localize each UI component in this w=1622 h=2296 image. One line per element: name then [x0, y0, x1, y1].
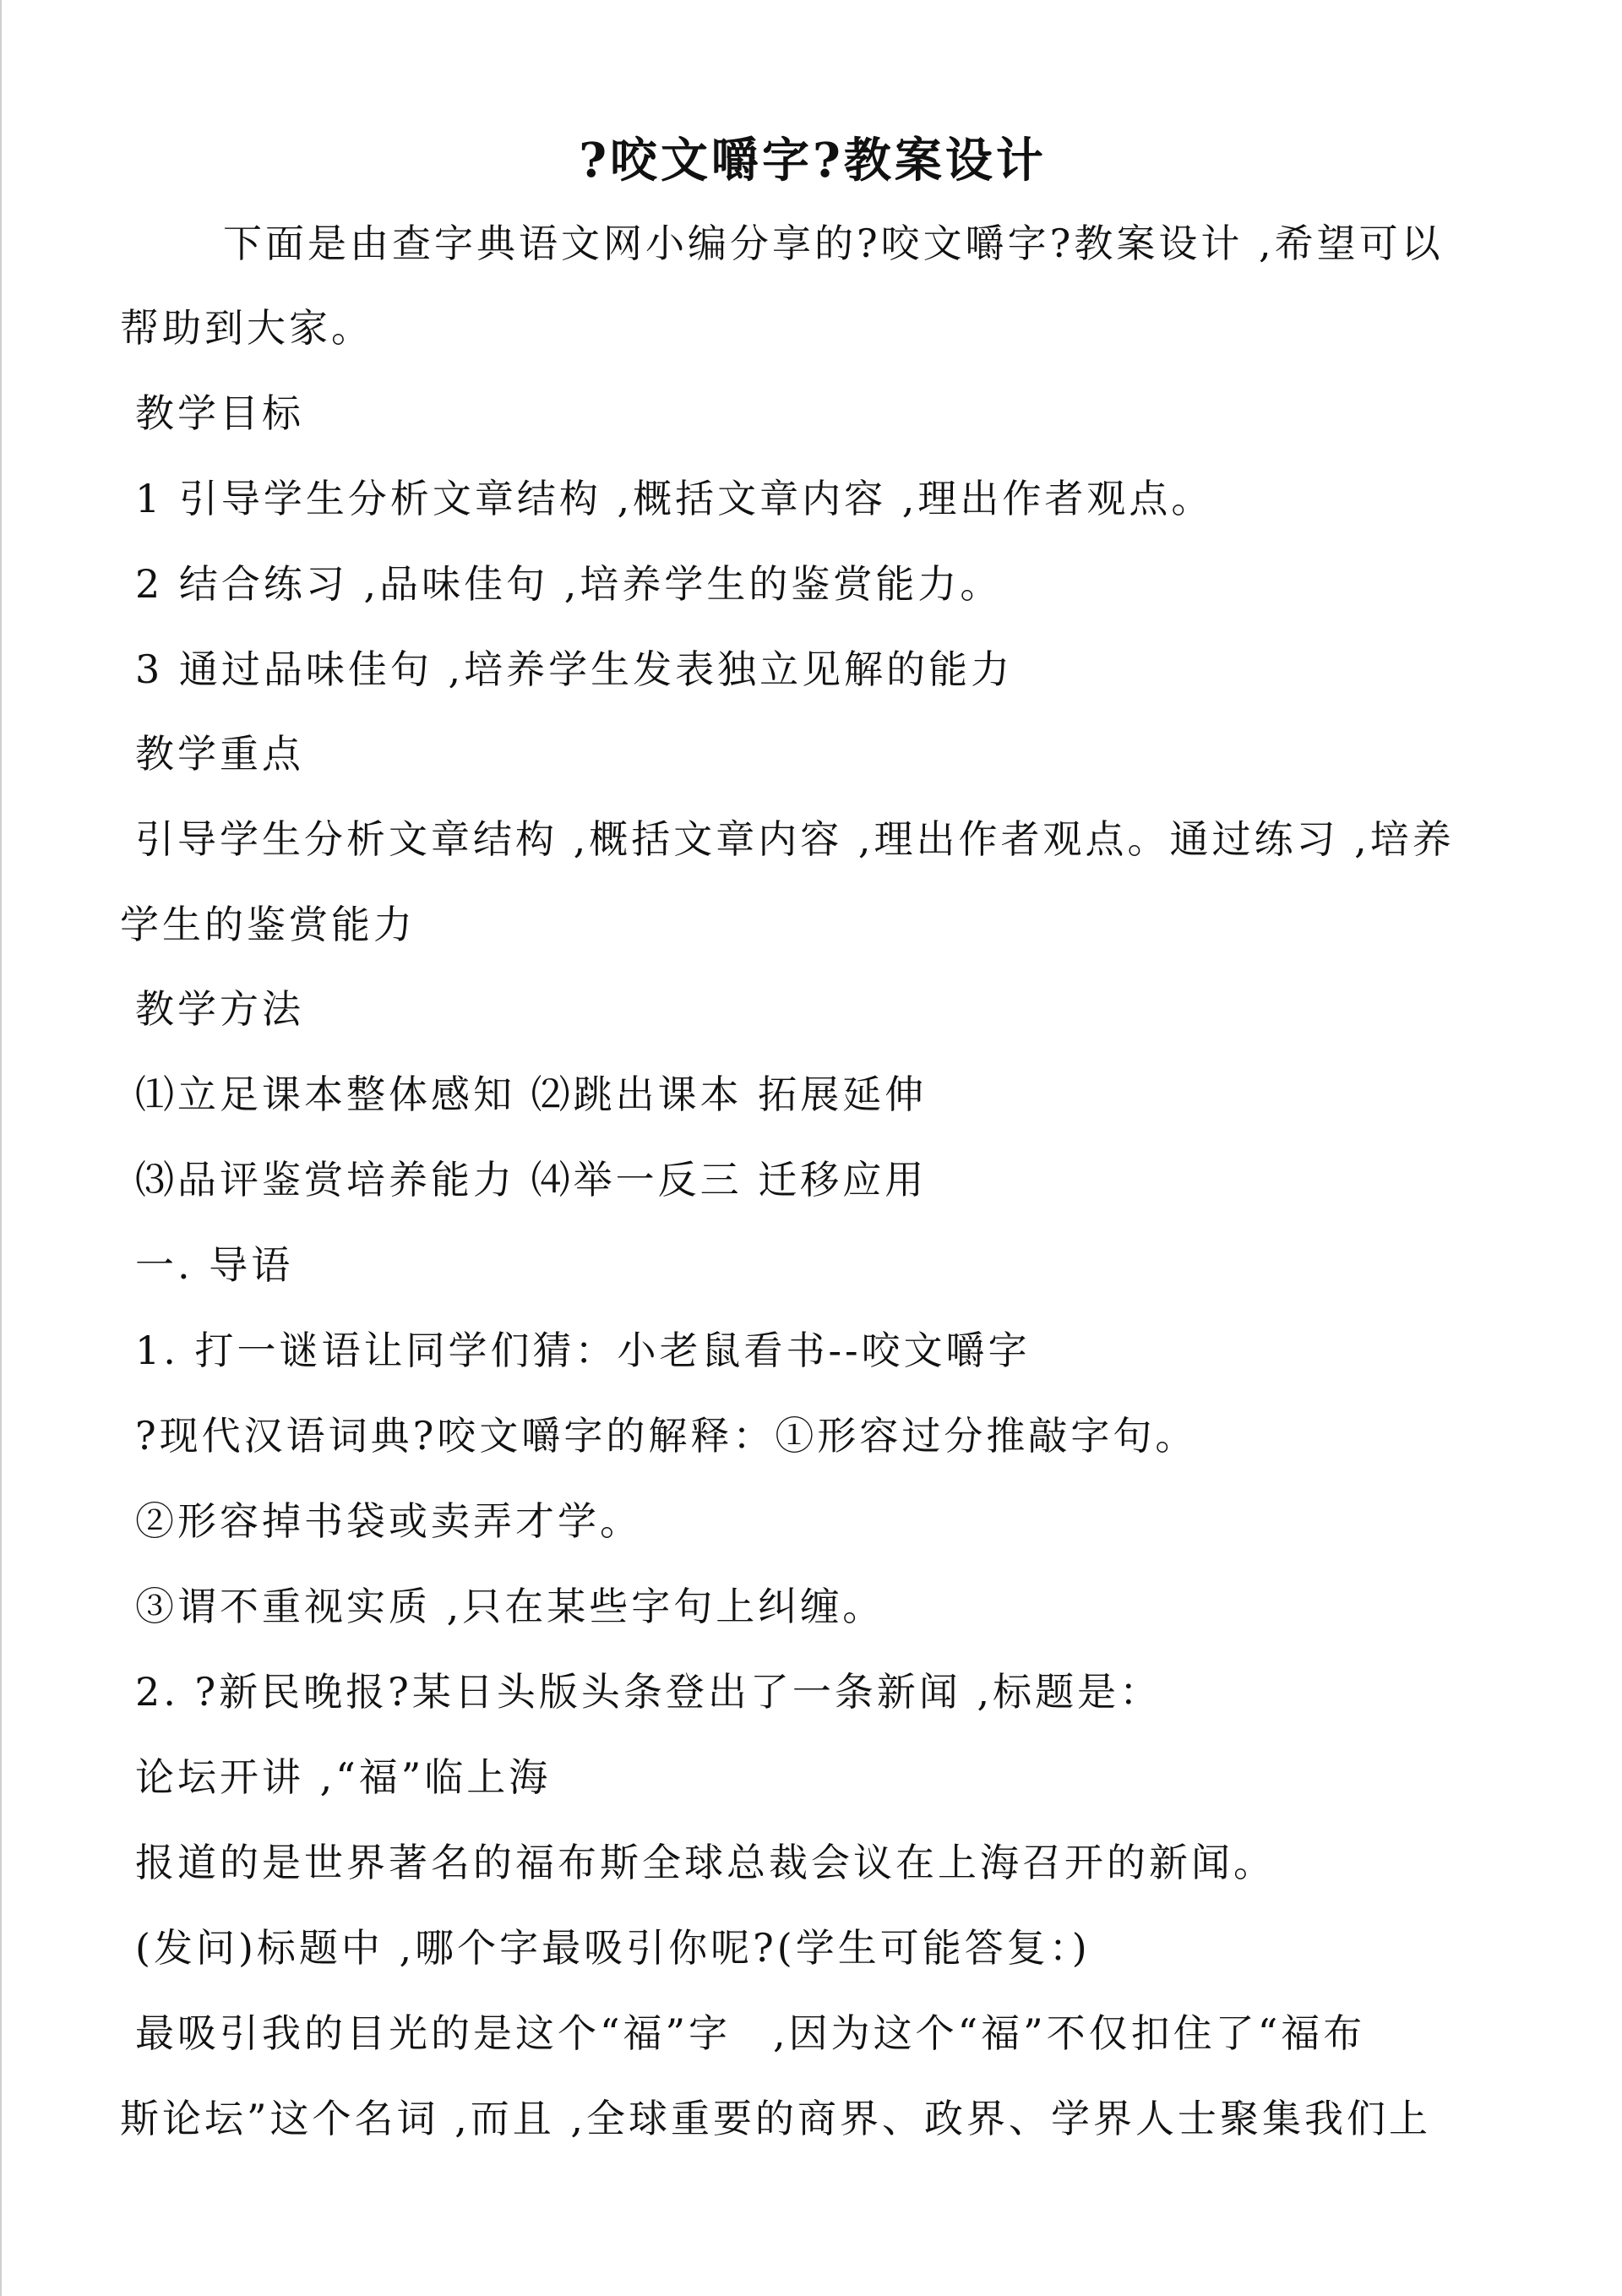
section-heading-teaching-methods: 教学方法	[135, 986, 304, 1032]
intro-line-1: 下面是由查字典语文网小编分享的?咬文嚼字?教案设计 ,希望可以	[223, 221, 1444, 266]
method-line-2: ⑶品评鉴赏培养能力 ⑷举一反三 迁移应用	[135, 1157, 928, 1203]
intro-step-1: 1. 打一谜语让同学们猜：小老鼠看书--咬文嚼字	[135, 1328, 1031, 1373]
answer-line-1: 最吸引我的目光的是这个“福”字 ,因为这个“福”不仅扣住了“福布	[135, 2010, 1366, 2056]
dictionary-definition-1: ?现代汉语词典?咬文嚼字的解释：①形容过分推敲字句。	[135, 1413, 1198, 1459]
goal-item-2: 2 结合练习 ,品味佳句 ,培养学生的鉴赏能力。	[135, 561, 1003, 607]
news-description: 报道的是世界著名的福布斯全球总裁会议在上海召开的新闻。	[135, 1840, 1276, 1885]
goal-item-1: 1 引导学生分析文章结构 ,概括文章内容 ,理出作者观点。	[135, 476, 1214, 521]
dictionary-definition-3: ③谓不重视实质 ,只在某些字句上纠缠。	[135, 1584, 885, 1629]
dictionary-definition-2: ②形容掉书袋或卖弄才学。	[135, 1498, 642, 1544]
section-heading-teaching-goals: 教学目标	[135, 390, 304, 436]
intro-line-2: 帮助到大家。	[120, 305, 373, 351]
document-title: ?咬文嚼字?教案设计	[579, 133, 1047, 188]
section-heading-key-points: 教学重点	[135, 731, 304, 777]
intro-step-2: 2. ?新民晚报?某日头版头条登出了一条新闻 ,标题是：	[135, 1669, 1162, 1715]
question-line: (发问)标题中 ,哪个字最吸引你呢?(学生可能答复：)	[135, 1925, 1091, 1971]
method-line-1: ⑴立足课本整体感知 ⑵跳出课本 拓展延伸	[135, 1072, 928, 1117]
section-heading-introduction: 一. 导语	[135, 1242, 294, 1288]
key-points-line-1: 引导学生分析文章结构 ,概括文章内容 ,理出作者观点。通过练习 ,培养	[135, 816, 1455, 862]
key-points-line-2: 学生的鉴赏能力	[120, 902, 416, 947]
goal-item-3: 3 通过品味佳句 ,培养学生发表独立见解的能力	[135, 646, 1014, 692]
answer-line-2: 斯论坛”这个名词 ,而且 ,全球重要的商界、政界、学界人士聚集我们上	[120, 2096, 1432, 2141]
news-headline: 论坛开讲 ,“福”临上海	[135, 1754, 552, 1800]
